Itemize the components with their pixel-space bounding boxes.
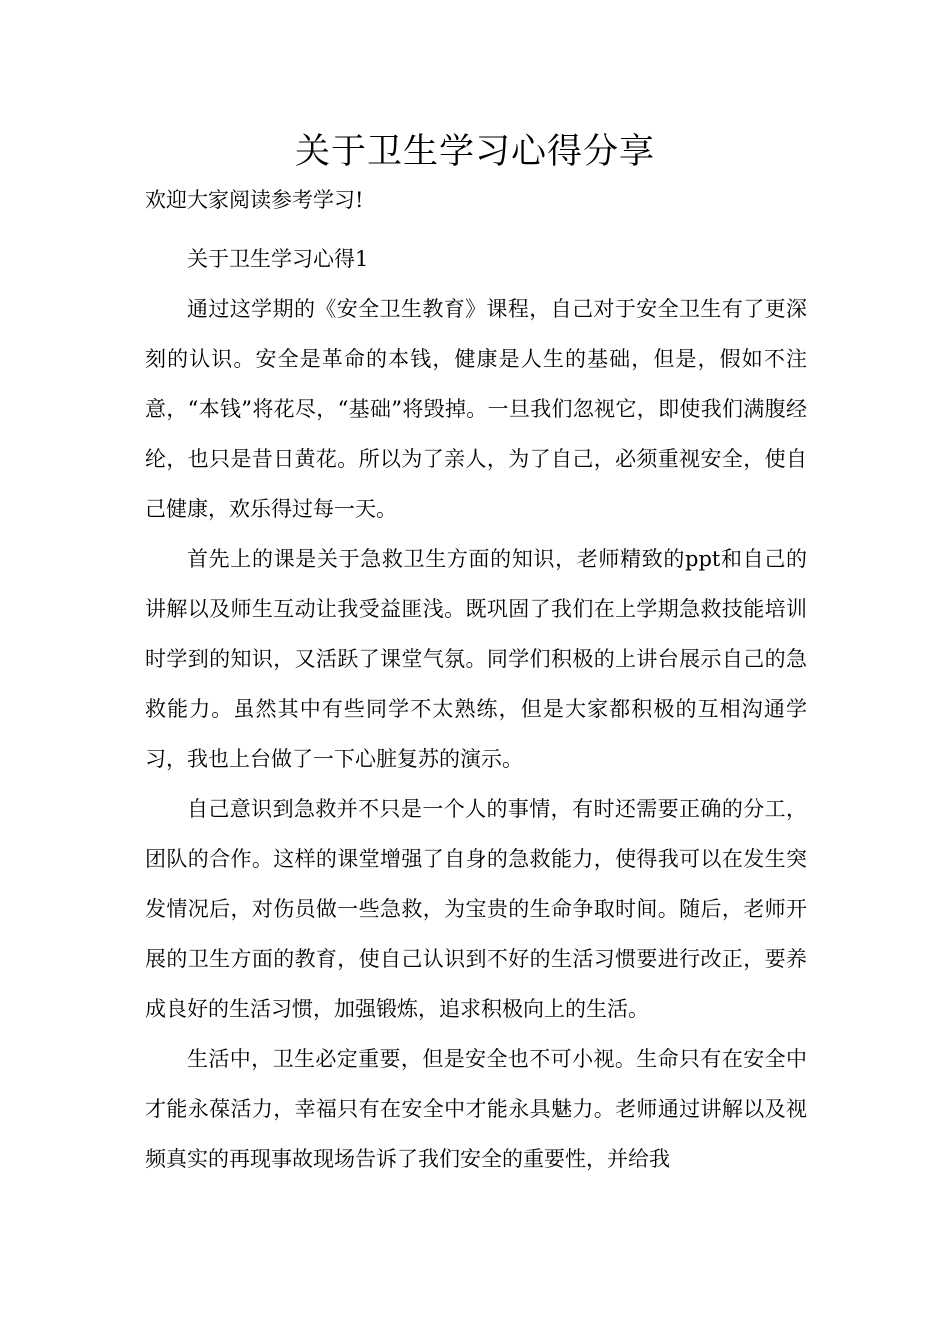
- section-heading: 关于卫生学习心得1: [187, 247, 369, 271]
- document-body: [145, 234, 807, 1184]
- paragraph-4: 生活中，卫生必定重要，但是安全也不可小视。生命只有在安全中才能永葆活力，幸福只有在安全中才能永具魅力。老师通过讲解以及视频真实的再现事故现场告诉了我们安全的重要性，并给我: [145, 1047, 807, 1171]
- paragraph-2: 首先上的课是关于急救卫生方面的知识，老师精致的ppt和自己的讲解以及师生互动让我受益匪浅。既巩固了我们在上学期急救技能培训时学到的知识，又活跃了课堂气氛。同学们积极的上讲台展示自己的急救能力。虽然其中有些同学不太熟练，但是大家都积极的互相沟通学习，我也上台做了一下心脏复苏的演示。: [145, 547, 807, 771]
- paragraph-3: 自己意识到急救并不只是一个人的事情，有时还需要正确的分工，团队的合作。这样的课堂增强了自身的急救能力，使得我可以在发生突发情况后，对伤员做一些急救，为宝贵的生命争取时间。随后，老师开展的卫生方面的教育，使自己认识到不好的生活习惯要进行改正，要养成良好的生活习惯，加强锻炼，追求积极向上的生活。: [145, 797, 807, 1021]
- document-title: 关于卫生学习心得分享: [294, 132, 655, 172]
- greeting-line: 欢迎大家阅读参考学习!: [145, 188, 364, 212]
- paragraph-1: 通过这学期的《安全卫生教育》课程，自己对于安全卫生有了更深刻的认识。安全是革命的本钱，健康是人生的基础，但是，假如不注意，“本钱”将花尽，“基础”将毁掉。一旦我们忽视它，即使我们满腹经纶，也只是昔日黄花。所以为了亲人，为了自己，必须重视安全，使自己健康，欢乐得过每一天。: [145, 297, 807, 521]
